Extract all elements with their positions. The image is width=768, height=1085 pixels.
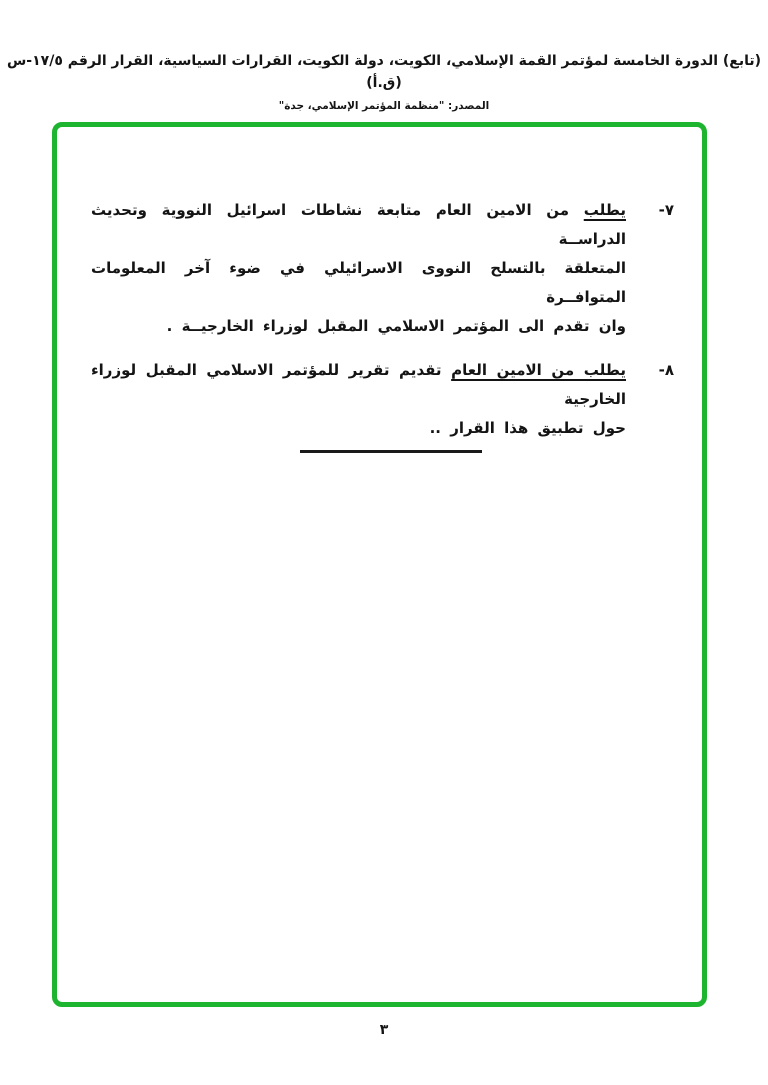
- resolution-body: [57, 127, 702, 453]
- green-frame: [52, 122, 707, 1007]
- item-7-line-3: وان تقدم الى المؤتمر الاسلامي المقبل لوزراء الخارجيــة .: [166, 317, 626, 335]
- item-8-underlined-phrase: يطلب من الامين العام: [451, 361, 626, 379]
- item-7-underlined-phrase: يطلب: [583, 201, 626, 219]
- header-title: (تابع) الدورة الخامسة لمؤتمر القمة الإسلامي، الكويت، دولة الكويت، القرارات السياسية، القرار الرقم ١٧/٥-س (ق.أ): [6, 53, 762, 91]
- item-7-line-1: [91, 196, 626, 254]
- item-8-line-1-rest: تقديم تقرير للمؤتمر الاسلامي المقبل لوزراء الخارجية: [91, 361, 626, 408]
- end-of-text-rule: [300, 450, 482, 453]
- resolution-item-8: [91, 356, 674, 443]
- item-8-text: [91, 356, 626, 443]
- item-8-line-2: حول تطبيق هذا القرار ..: [429, 419, 626, 437]
- header-source: المصدر: "منظمة المؤتمر الإسلامي، جدة": [278, 100, 490, 112]
- item-7-text: [91, 196, 626, 341]
- item-8-number: ٨-: [658, 361, 674, 379]
- page-number: ٣: [379, 1022, 389, 1038]
- document-header: [0, 50, 768, 112]
- item-8-line-1: [91, 356, 626, 414]
- item-7-number: ٧-: [658, 201, 674, 219]
- item-7-line-1-rest: من الامين العام متابعة نشاطات اسرائيل النووية وتحديث الدراســة: [91, 201, 626, 248]
- resolution-item-7: [91, 196, 674, 341]
- item-7-line-2: المتعلقة بالتسلح النووى الاسرائيلي في ضوء آخر المعلومات المتوافــرة: [91, 259, 626, 306]
